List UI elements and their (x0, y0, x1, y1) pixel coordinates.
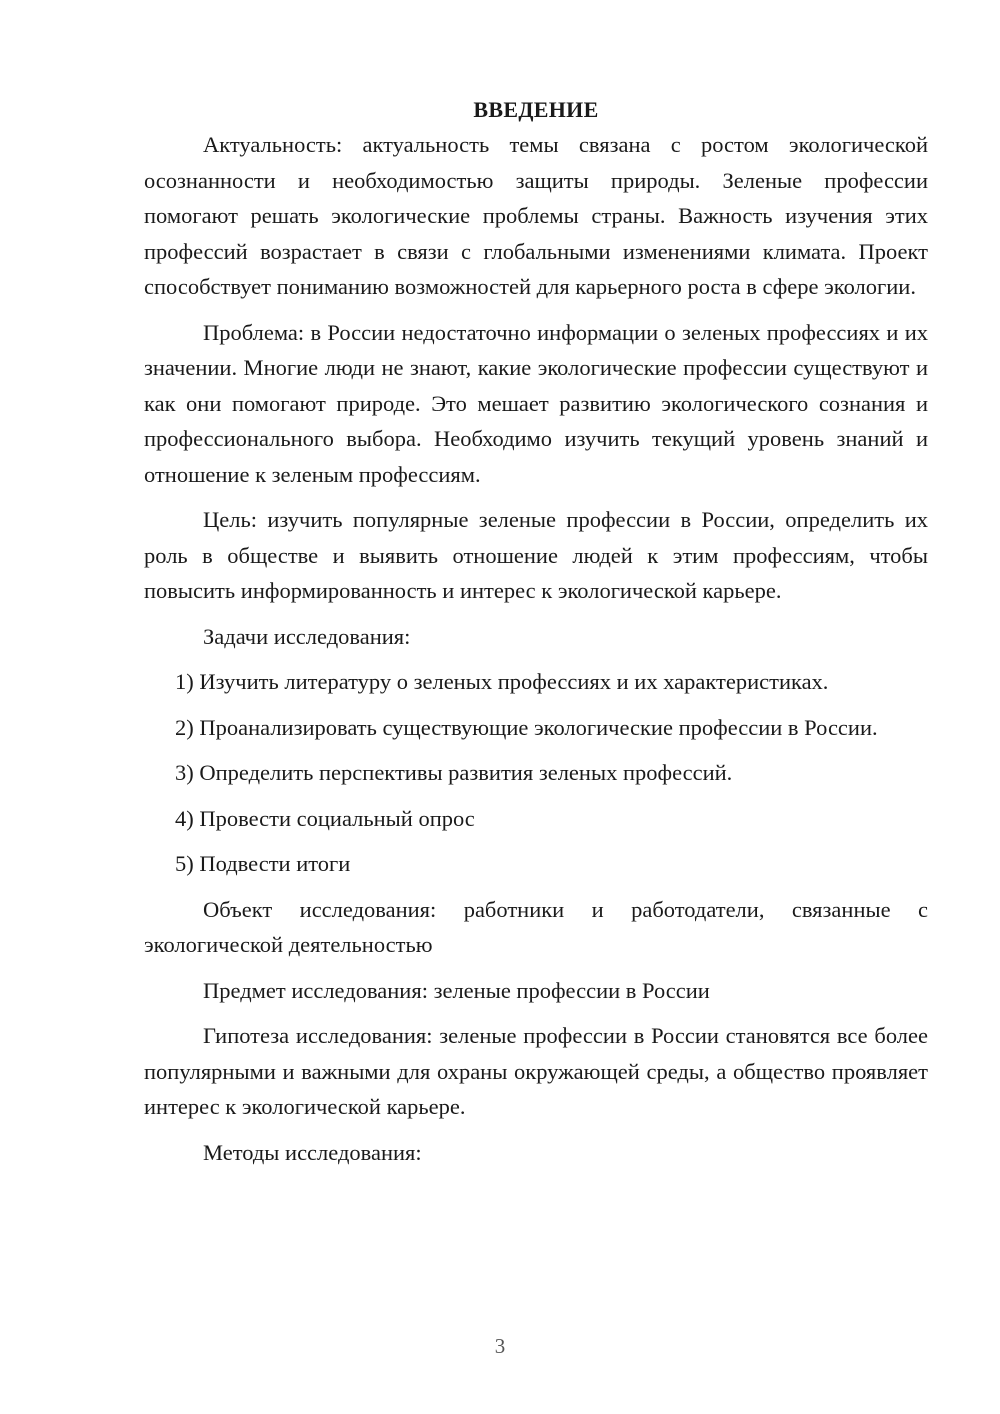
page-number: 3 (494, 1334, 506, 1358)
task-item-5: 5) Подвести итоги (175, 851, 351, 876)
paragraph-object: Объект исследования: работники и работодатели, связанные с экологической деятельностью (144, 896, 928, 957)
paragraph-relevance: Актуальность: актуальность темы связана с ростом экологической осознанности и необходимостью защиты природы. Зеленые профессии помогают решать экологические проблемы страны. Важность изучения этих профессий возрастает в связи с глобальными изменениями климата. Проект способствует пониманию возможностей для карьерного роста в сфере экологии. (144, 132, 928, 299)
section-heading: ВВЕДЕНИЕ (473, 97, 599, 122)
paragraph-goal: Цель: изучить популярные зеленые профессии в России, определить их роль в обществе и выявить отношение людей к этим профессиям, чтобы повысить информированность и интерес к экологической карьере. (144, 507, 928, 603)
paragraph-methods: Методы исследования: (203, 1139, 422, 1165)
task-item-3: 3) Определить перспективы развития зеленых профессий. (175, 760, 733, 785)
task-item-2: 2) Проанализировать существующие экологические профессии в России. (175, 714, 878, 740)
paragraph-hypothesis: Гипотеза исследования: зеленые профессии в России становятся все более популярными и важными для охраны окружающей среды, а общество проявляет интерес к экологической карьере. (144, 1023, 928, 1119)
task-item-1: 1) Изучить литературу о зеленых профессиях и их характеристиках. (175, 669, 829, 694)
task-item-4: 4) Провести социальный опрос (175, 805, 475, 831)
paragraph-subject: Предмет исследования: зеленые профессии в России (203, 977, 710, 1003)
paragraph-problem: Проблема: в России недостаточно информации о зеленых профессиях и их значении. Многие люди не знают, какие экологические профессии существуют и как они помогают природе. Это мешает развитию экологического сознания и профессионального выбора. Необходимо изучить текущий уровень знаний и отношение к зеленым профессиям. (144, 319, 928, 487)
document-page (144, 92, 928, 1180)
paragraph-tasks-title: Задачи исследования: (203, 623, 411, 649)
